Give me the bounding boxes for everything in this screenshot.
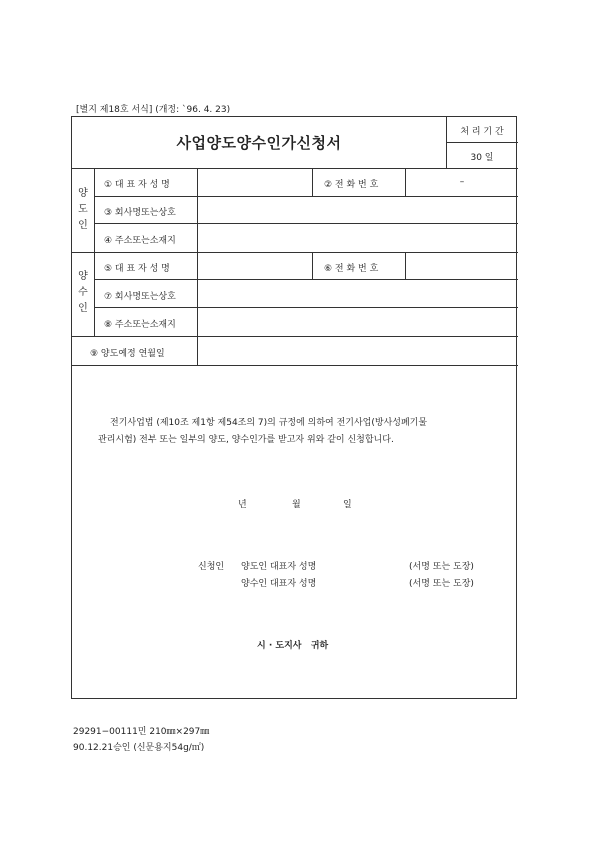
- processing-period-value: 30 일: [470, 153, 494, 163]
- form-title: 사업양도양수인가신청서: [176, 134, 342, 152]
- transferor-group-label: 양 도 인: [78, 188, 88, 231]
- date-day-label: 일: [343, 500, 352, 510]
- transferee-phone-label: ⑥ 전 화 번 호: [324, 264, 379, 274]
- footer-form-code: 29291−00111민 210㎜×297㎜: [73, 727, 210, 737]
- transferee-group-label: 양 수 인: [78, 271, 88, 314]
- transferor-address-field[interactable]: [198, 224, 517, 251]
- transferor-address-label: ④ 주소또는소재지: [104, 236, 176, 246]
- transferor-rep-name-label: ① 대 표 자 성 명: [104, 180, 170, 190]
- addressee: 시 · 도지사 귀하: [257, 641, 329, 651]
- transferee-rep-name-field[interactable]: [198, 253, 311, 278]
- application-form: [71, 116, 517, 699]
- transferor-company-label: ③ 회사명또는상호: [104, 208, 176, 218]
- transferor-signature-label: 양도인 대표자 성명: [241, 562, 317, 572]
- transferor-phone-label: ② 전 화 번 호: [324, 180, 379, 190]
- transferee-company-label: ⑦ 회사명또는상호: [104, 292, 176, 302]
- transferee-signature-note: (서명 또는 도장): [409, 579, 474, 589]
- transferee-signature-label: 양수인 대표자 성명: [241, 579, 317, 589]
- footer-approval: 90.12.21승인 (신문용지54g/㎡): [73, 743, 205, 753]
- transferor-rep-name-field[interactable]: [198, 169, 311, 195]
- date-month-label: 월: [292, 500, 301, 510]
- transferor-company-field[interactable]: [198, 197, 517, 222]
- application-text-line-1: 전기사업법 (제10조 제1항 제54조의 7)의 규정에 의하여 전기사업(방사성폐기물: [110, 418, 428, 428]
- transferee-rep-name-label: ⑤ 대 표 자 성 명: [104, 264, 170, 274]
- transferee-company-field[interactable]: [198, 280, 517, 306]
- applicant-label: 신청인: [198, 562, 225, 572]
- form-header: [별지 제18호 서식] (개정: `96. 4. 23): [76, 105, 231, 115]
- transferee-phone-field[interactable]: [406, 253, 517, 278]
- transferee-address-label: ⑧ 주소또는소재지: [104, 320, 176, 330]
- transferee-address-field[interactable]: [198, 308, 517, 335]
- processing-period-label: 처 리 기 간: [460, 127, 504, 137]
- transferor-signature-note: (서명 또는 도장): [409, 562, 474, 572]
- date-year-label: 년: [238, 500, 247, 510]
- transferor-phone-field[interactable]: –: [459, 177, 465, 187]
- application-text-line-2: 관리시험) 전부 또는 일부의 양도, 양수인가를 받고자 위와 같이 신청합니다.: [98, 435, 394, 445]
- transfer-date-label: ⑨ 양도예정 연월일: [90, 349, 165, 359]
- transfer-date-field[interactable]: [198, 337, 517, 364]
